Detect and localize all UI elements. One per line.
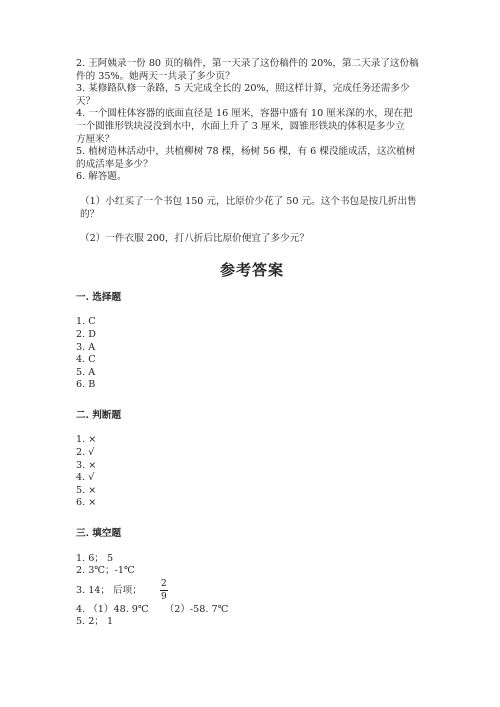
question-2-line-2: 件的 35%。她两天一共录了多少页？ bbox=[76, 70, 235, 82]
fill-item4-part2: （2）-58. 7℃ bbox=[164, 603, 229, 615]
section-choice-heading: 一. 选择题 bbox=[76, 291, 122, 303]
question-4 bbox=[76, 108, 428, 146]
list-item-fraction bbox=[76, 578, 428, 604]
list-item bbox=[76, 604, 428, 617]
answer-title: 参考答案 bbox=[219, 260, 284, 279]
section-choice bbox=[76, 292, 428, 392]
question-6-1 bbox=[76, 196, 428, 221]
question-6-2: （2）一件衣服 200，打八折后比原价便宜了多少元？ bbox=[80, 233, 309, 245]
question-4-line-1: 4. 一个圆柱体容器的底面直径是 16 厘米，容器中盛有 10 厘米深的水，现在把 bbox=[76, 108, 413, 120]
section-judge bbox=[76, 410, 428, 510]
list-item: 4. √ bbox=[76, 472, 95, 484]
list-item: 1. C bbox=[76, 316, 96, 328]
fraction-denominator: 9 bbox=[160, 592, 167, 603]
list-item: 2. √ bbox=[76, 447, 95, 459]
list-item: 5. 2； 1 bbox=[76, 616, 114, 628]
worksheet-page bbox=[76, 58, 428, 629]
question-4-line-2: 一个圆锥形铁块浸没到水中，水面上升了 3 厘米，圆锥形铁块的体积是多少立 bbox=[76, 120, 405, 132]
list-item: 1. × bbox=[76, 434, 97, 446]
list-item: 5. A bbox=[76, 366, 96, 378]
fraction-bar bbox=[160, 590, 168, 591]
question-2-line-1: 2. 王阿姨录一份 80 页的稿件，第一天录了这份稿件的 20%，第二天录了这份稿 bbox=[76, 58, 419, 69]
fraction bbox=[160, 579, 168, 602]
question-4-line-3: 方厘米？ bbox=[76, 133, 115, 145]
question-5-line-2: 的成活率是多少？ bbox=[76, 158, 153, 170]
list-item: 2. 3℃；-1℃ bbox=[76, 565, 135, 577]
fraction-numerator: 2 bbox=[160, 579, 167, 590]
list-item: 1. 6； 5 bbox=[76, 552, 114, 564]
question-6: 6. 解答题。 bbox=[76, 171, 127, 183]
question-6-1-line-2: 的？ bbox=[80, 208, 100, 220]
question-6-1-line-1: （1）小红买了一个书包 150 元，比原价少花了 50 元。这个书包是按几折出售 bbox=[80, 195, 417, 207]
list-item: 3. A bbox=[76, 341, 96, 353]
question-3-line-2: 天？ bbox=[76, 95, 96, 107]
fill-item3-prefix: 3. 14； 后项； bbox=[76, 584, 142, 596]
section-fill bbox=[76, 528, 428, 629]
list-item: 2. D bbox=[76, 328, 96, 340]
question-3-line-1: 3. 某修路队修一条路，5 天完成全长的 20%，照这样计算，完成任务还需多少 bbox=[76, 83, 410, 95]
question-5 bbox=[76, 146, 428, 171]
fill-item4-part1: 4. （1）48. 9℃ bbox=[76, 603, 149, 615]
question-3 bbox=[76, 83, 428, 108]
list-item: 4. C bbox=[76, 354, 96, 366]
section-judge-heading: 二. 判断题 bbox=[76, 409, 122, 421]
list-item: 6. B bbox=[76, 379, 96, 391]
section-fill-heading: 三. 填空题 bbox=[76, 528, 122, 540]
question-5-line-1: 5. 植树造林活动中，共植柳树 78 棵，杨树 56 棵，有 6 棵没能成活，这次植树 bbox=[76, 146, 416, 158]
list-item: 5. × bbox=[76, 484, 97, 496]
list-item: 3. × bbox=[76, 459, 97, 471]
question-2 bbox=[76, 58, 428, 83]
list-item: 6. × bbox=[76, 497, 97, 509]
